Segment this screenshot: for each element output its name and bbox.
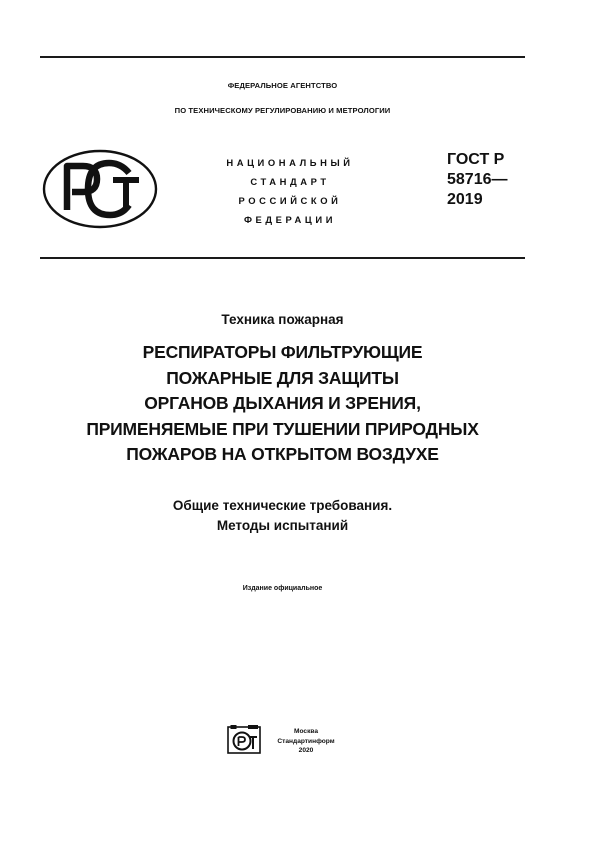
standard-type-block [225,153,355,229]
standard-type-line: НАЦИОНАЛЬНЫЙ [226,157,354,168]
subtitle-line: Общие технические требования. [172,498,393,513]
title-line: РЕСПИРАТОРЫ ФИЛЬТРУЮЩИЕ [142,342,423,362]
publisher-year: 2020 [298,747,314,754]
title-line: ПОЖАРНЫЕ ДЛЯ ЗАЩИТЫ [166,367,399,388]
title-line: ПРИМЕНЯЕМЫЕ ПРИ ТУШЕНИИ ПРИРОДНЫХ [86,418,479,439]
publisher-name: Стандартинформ [277,737,335,745]
top-rule [40,56,525,58]
standard-type-line: СТАНДАРТ [250,176,330,187]
document-title [40,340,525,468]
subtitle-line: Методы испытаний [216,518,349,533]
title-line: ОРГАНОВ ДЫХАНИЯ И ЗРЕНИЯ, [144,393,421,413]
standartinform-logo-icon [227,724,261,754]
standard-designation [447,150,508,210]
standard-type-line: ФЕДЕРАЦИИ [243,214,337,225]
title-line: ПОЖАРОВ НА ОТКРЫТОМ ВОЗДУХЕ [126,444,439,464]
edition-note: Издание официальное [242,585,323,592]
agency-name-line2: ПО ТЕХНИЧЕСКОМУ РЕГУЛИРОВАНИЮ И МЕТРОЛОГИИ [174,106,391,115]
designation-line2: 58716— [447,171,508,188]
publisher-city: Москва [293,728,319,735]
designation-line3: 2019 [447,191,483,208]
agency-name-line1: ФЕДЕРАЛЬНОЕ АГЕНТСТВО [227,81,338,90]
document-subtitle [40,496,525,536]
standard-type-line: РОССИЙСКОЙ [238,195,342,206]
designation-line1: ГОСТ Р [447,151,505,168]
rst-certification-mark-icon [40,147,160,231]
category-heading: Техника пожарная [221,312,344,327]
header-rule [40,257,525,259]
publisher-block [266,727,346,756]
